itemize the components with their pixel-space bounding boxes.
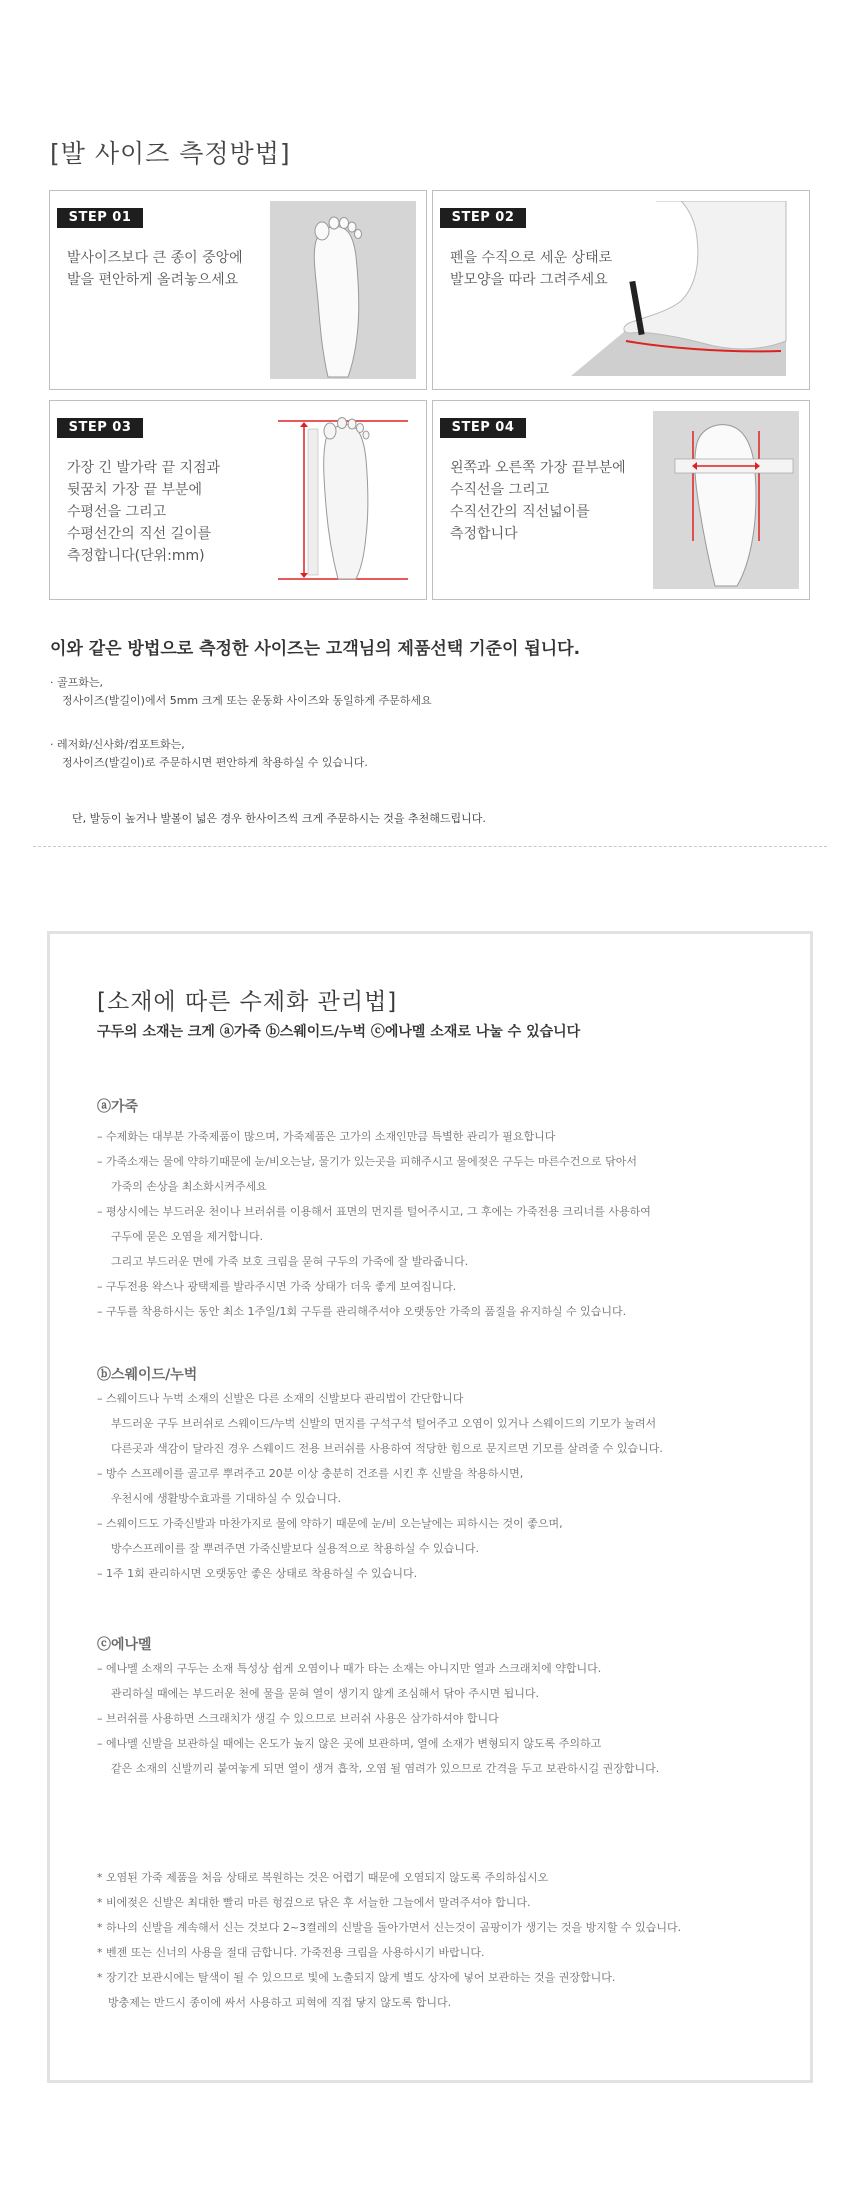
care-line: – 에나멜 소재의 구두는 소재 특성상 쉽게 오염이나 때가 타는 소재는 아니지만 열과 스크래치에 약합니다. — [97, 1662, 602, 1675]
headline: 이와 같은 방법으로 측정한 사이즈는 고객님의 제품선택 기준이 됩니다. — [50, 639, 581, 659]
section-heading-enamel: ⓒ에나멜 — [97, 1637, 152, 1653]
care-line: 그리고 부드러운 면에 가죽 보호 크림을 묻혀 구두의 가죽에 잘 발라줍니다. — [111, 1255, 469, 1268]
care-line: 구두에 묻은 오염을 제거합니다. — [111, 1230, 264, 1243]
section-divider — [33, 846, 827, 847]
care-line: – 브러쉬를 사용하면 스크래치가 생길 수 있으므로 브러쉬 사용은 삼가하셔야 합니다 — [97, 1712, 499, 1725]
care-line: – 1주 1회 관리하시면 오랫동안 좋은 상태로 착용하실 수 있습니다. — [97, 1567, 418, 1580]
care-line: 다른곳과 색감이 달라진 경우 스웨이드 전용 브러쉬를 사용하여 적당한 힘으로 문지르면 기모를 살려줄 수 있습니다. — [111, 1442, 663, 1455]
care-line: – 스웨이드도 가죽신발과 마찬가지로 물에 약하기 때문에 눈/비 오는날에는 피하시는 것이 좋으며, — [97, 1517, 563, 1530]
footnote: 방충제는 반드시 종이에 싸서 사용하고 피혁에 직접 닿지 않도록 합니다. — [108, 1996, 452, 2009]
care-line: – 구두를 착용하시는 동안 최소 1주일/1회 구두를 관리해주셔야 오랫동안 가죽의 품질을 유지하실 수 있습니다. — [97, 1305, 627, 1318]
measure-title: [발 사이즈 측정방법] — [50, 139, 291, 168]
note-text-golf: 정사이즈(발길이)에서 5mm 크게 또는 운동화 사이즈와 동일하게 주문하세요 — [62, 694, 432, 707]
care-line: 부드러운 구두 브러쉬로 스웨이드/누벅 신발의 먼지를 구석구석 털어주고 오염이 있거나 스웨이드의 기모가 눌려서 — [111, 1417, 657, 1430]
footnote: * 벤젠 또는 신너의 사용을 절대 금합니다. 가죽전용 크림을 사용하시기 바랍니다. — [97, 1946, 485, 1959]
care-line: – 평상시에는 부드러운 천이나 브러쉬를 이용해서 표면의 먼지를 털어주시고, 그 후에는 가죽전용 크리너를 사용하여 — [97, 1205, 651, 1218]
section-heading-leather: ⓐ가죽 — [97, 1099, 139, 1115]
care-guide-box — [47, 931, 813, 2083]
care-line: 가죽의 손상을 최소화시켜주세요 — [111, 1180, 267, 1193]
care-line: – 수제화는 대부분 가죽제품이 많으며, 가죽제품은 고가의 소재인만큼 특별한 관리가 필요합니다 — [97, 1130, 556, 1143]
step-description: 가장 긴 발가락 끝 지점과 뒷꿈치 가장 끝 부분에 수평선을 그리고 수평선간의 직선 길이를 측정합니다(단위:mm) — [67, 460, 221, 564]
care-title: [소재에 따른 수제화 관리법] — [97, 989, 398, 1015]
care-line: – 에나멜 신발을 보관하실 때에는 온도가 높지 않은 곳에 보관하며, 열에 소재가 변형되지 않도록 주의하고 — [97, 1737, 602, 1750]
foot-width-illustration — [653, 411, 799, 589]
footnote: * 장기간 보관시에는 탈색이 될 수 있으므로 빛에 노출되지 않게 별도 상자에 넣어 보관하는 것을 권장합니다. — [97, 1971, 616, 1984]
footnote: * 비에젖은 신발은 최대한 빨리 마른 헝겊으로 닦은 후 서늘한 그늘에서 말려주셔야 합니다. — [97, 1896, 531, 1909]
care-subtitle: 구두의 소재는 크게 ⓐ가죽 ⓑ스웨이드/누벅 ⓒ에나멜 소재로 나눌 수 있습니다 — [97, 1024, 581, 1040]
step-card-2 — [432, 190, 810, 390]
note-text-leisure: 정사이즈(발길이)로 주문하시면 편안하게 착용하실 수 있습니다. — [62, 756, 368, 769]
step-card-4 — [432, 400, 810, 600]
care-line: – 방수 스프레이를 골고루 뿌려주고 20분 이상 충분히 건조를 시킨 후 신발을 착용하시면, — [97, 1467, 524, 1480]
step-description: 발사이즈보다 큰 종이 중앙에 발을 편안하게 올려놓으세요 — [67, 250, 243, 288]
care-line: – 가죽소재는 물에 약하기때문에 눈/비오는날, 물기가 있는곳을 피해주시고 물에젖은 구두는 마른수건으로 닦아서 — [97, 1155, 637, 1168]
section-heading-suede: ⓑ스웨이드/누벅 — [97, 1367, 198, 1383]
note-label-golf: · 골프화는, — [50, 676, 103, 689]
footnote: * 오염된 가죽 제품을 처음 상태로 복원하는 것은 어렵기 때문에 오염되지 않도록 주의하십시오 — [97, 1871, 549, 1884]
step-card-1 — [49, 190, 427, 390]
foot-length-illustration — [270, 411, 416, 589]
step-card-3 — [49, 400, 427, 600]
care-line: 같은 소재의 신발끼리 붙여놓게 되면 열이 생겨 흡착, 오염 될 염려가 있으므로 간격을 두고 보관하시길 권장합니다. — [111, 1762, 660, 1775]
care-line: 방수스프레이를 잘 뿌려주면 가죽신발보다 실용적으로 착용하실 수 있습니다. — [111, 1542, 480, 1555]
care-line: – 구두전용 왁스나 광택제를 발라주시면 가죽 상태가 더욱 좋게 보여집니다. — [97, 1280, 457, 1293]
step-badge: STEP 01 — [57, 208, 143, 228]
note-label-leisure: · 레저화/신사화/컴포트화는, — [50, 738, 185, 751]
step-badge: STEP 02 — [440, 208, 526, 228]
care-line: – 스웨이드나 누벅 소재의 신발은 다른 소재의 신발보다 관리법이 간단합니다 — [97, 1392, 464, 1405]
care-line: 우천시에 생활방수효과를 기대하실 수 있습니다. — [111, 1492, 342, 1505]
care-line: 관리하실 때에는 부드러운 천에 물을 묻혀 열이 생기지 않게 조심해서 닦아 주시면 됩니다. — [111, 1687, 539, 1700]
step-badge: STEP 03 — [57, 418, 143, 438]
step-description: 펜을 수직으로 세운 상태로 발모양을 따라 그려주세요 — [450, 250, 613, 288]
footnote: * 하나의 신발을 계속해서 신는 것보다 2~3켤레의 신발을 돌아가면서 신는것이 곰팡이가 생기는 것을 방지할 수 있습니다. — [97, 1921, 682, 1934]
size-warning: 단, 발등이 높거나 발볼이 넓은 경우 한사이즈씩 크게 주문하시는 것을 추천해드립니다. — [72, 812, 486, 825]
step-description: 왼쪽과 오른쪽 가장 끝부분에 수직선을 그리고 수직선간의 직선넓이를 측정합니다 — [450, 460, 626, 542]
foot-on-paper-illustration — [270, 201, 416, 379]
trace-foot-illustration — [441, 201, 801, 379]
step-badge: STEP 04 — [440, 418, 526, 438]
